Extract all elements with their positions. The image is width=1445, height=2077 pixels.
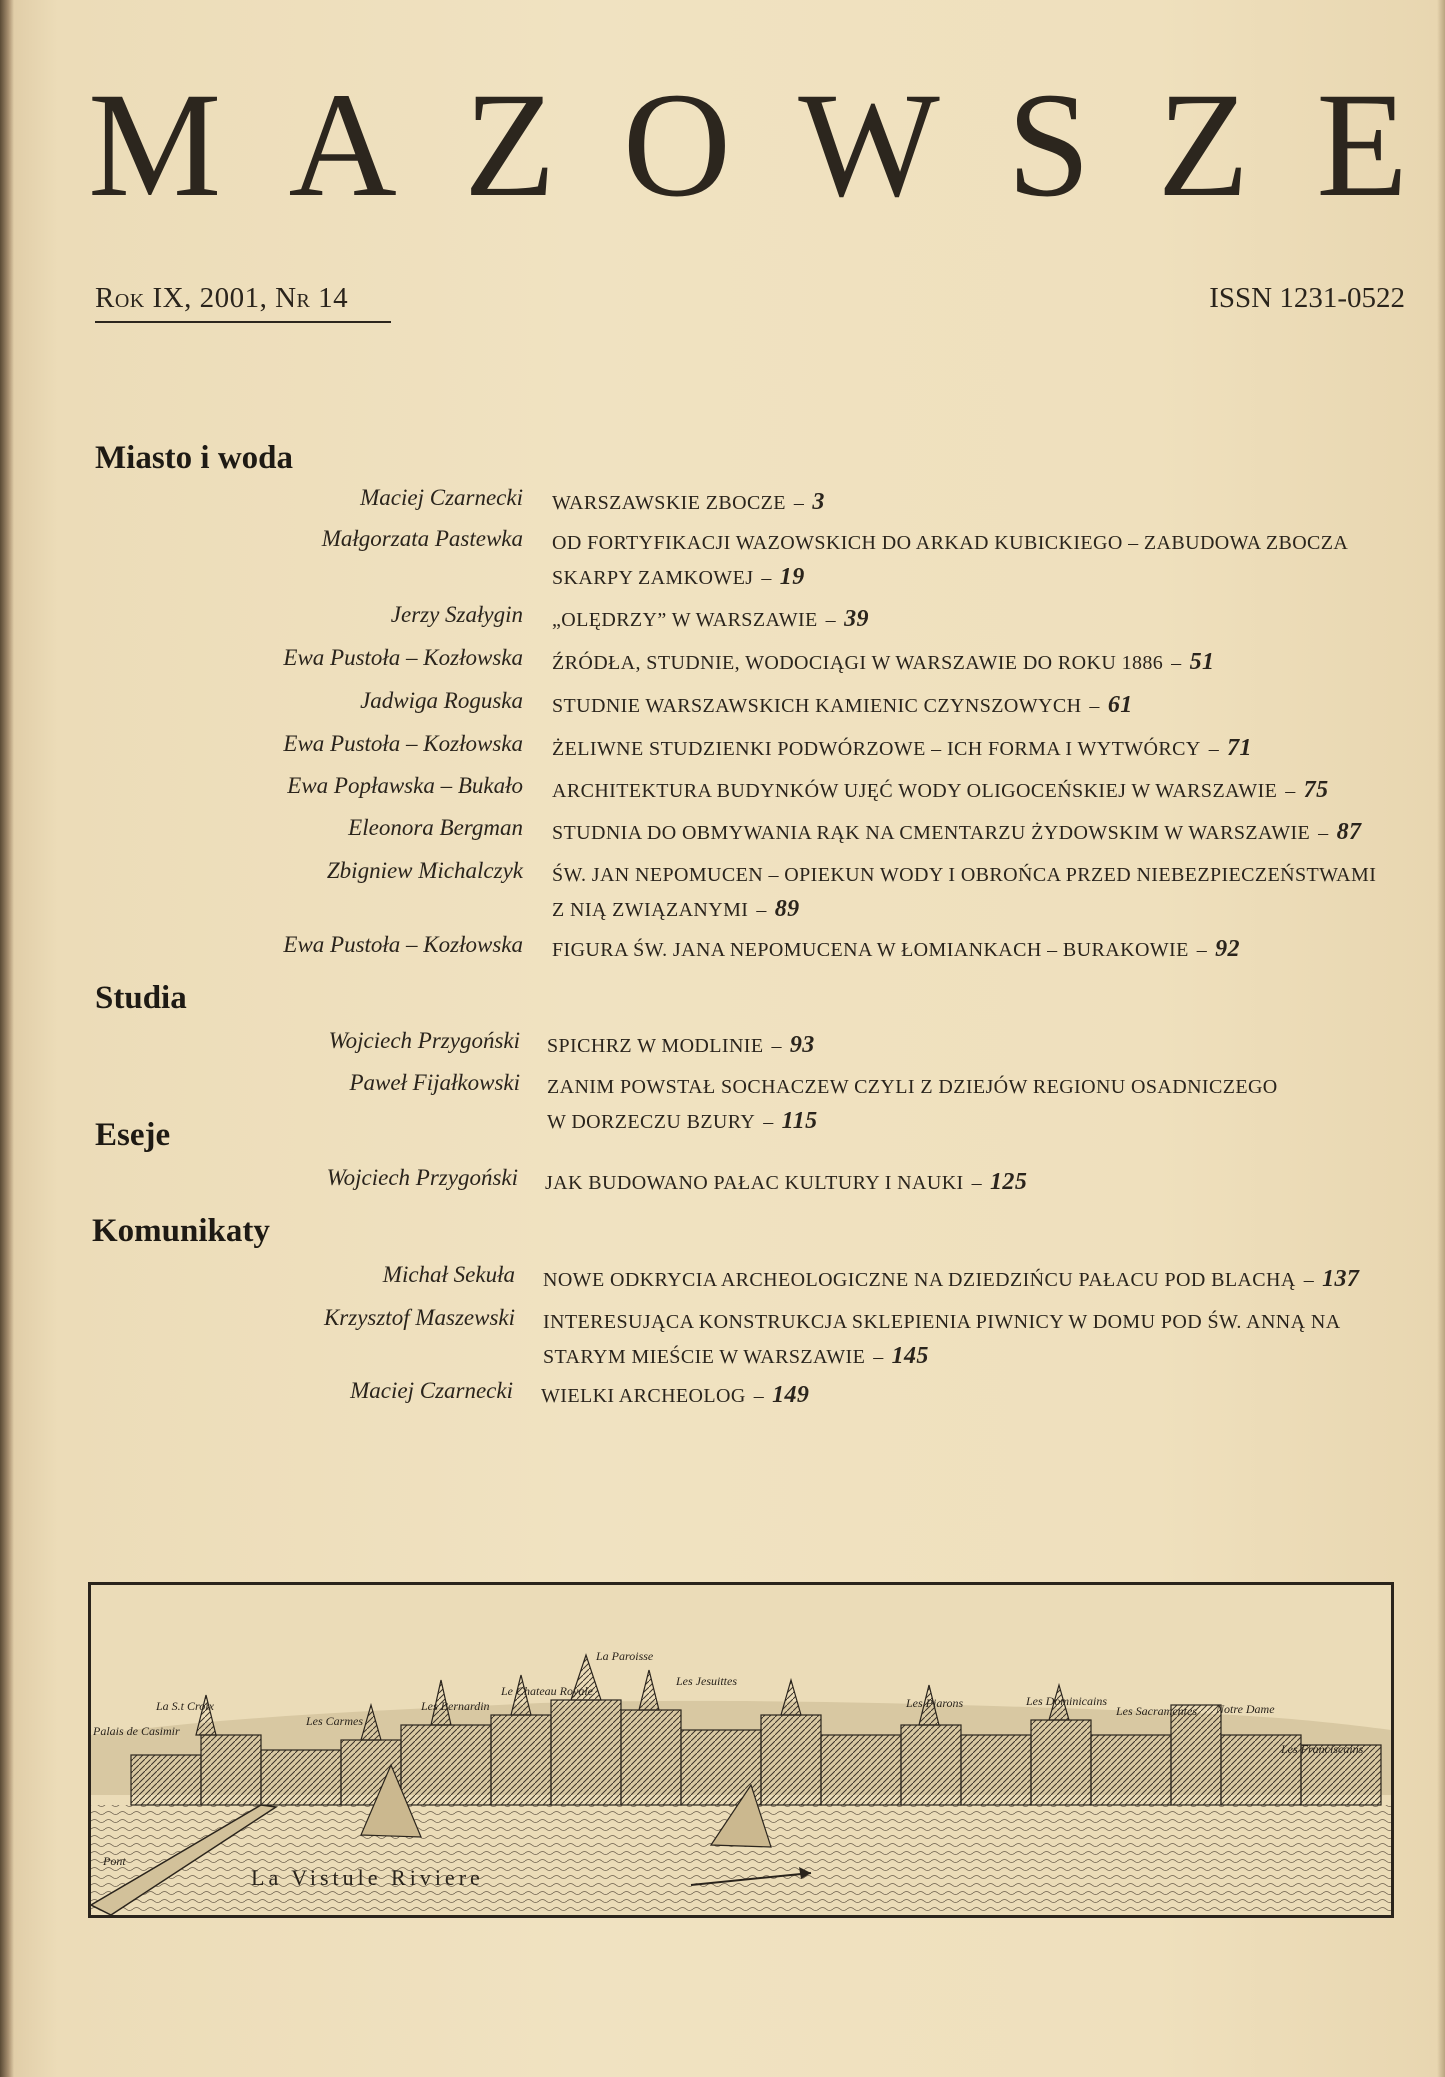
entry-title-text: STUDNIE WARSZAWSKICH KAMIENIC CZYNSZOWYCH <box>552 695 1082 717</box>
issue-info: Rok IX, 2001, Nr 14 <box>95 282 391 323</box>
entry-title: WARSZAWSKIE ZBOCZE – 3 <box>552 489 825 515</box>
entry-title: OD FORTYFIKACJI WAZOWSKICH DO ARKAD KUBICKIEGO – ZABUDOWA ZBOCZA SKARPY ZAMKOWEJ – 19 <box>552 532 1348 590</box>
entry-title-text: ŚW. JAN NEPOMUCEN – OPIEKUN WODY I OBROŃCA PRZED NIEBEZPIECZEŃSTWAMI Z NIĄ ZWIĄZANYMI <box>552 864 1377 921</box>
issn: ISSN 1231-0522 <box>1209 282 1405 314</box>
engraving-label: Les Piarons <box>906 1696 964 1710</box>
title-letter: W <box>798 62 940 228</box>
entry-page: 61 <box>1107 692 1133 718</box>
entry-page: 39 <box>844 606 869 632</box>
engraving-label: Les Jesuittes <box>676 1674 737 1688</box>
entry-page: 87 <box>1336 819 1362 845</box>
page-edge <box>1437 0 1445 2077</box>
entry-page: 51 <box>1189 649 1215 675</box>
entry-author: Krzysztof Maszewski <box>323 1305 515 1330</box>
entry-page: 149 <box>772 1382 810 1408</box>
entry-author: Ewa Pustoła – Kozłowska <box>283 731 523 756</box>
entry-title-text: STUDNIA DO OBMYWANIA RĄK NA CMENTARZU ŻYDOWSKIM W WARSZAWIE <box>552 822 1311 844</box>
warsaw-panorama-engraving <box>88 1582 1394 1918</box>
entry-title: STUDNIA DO OBMYWANIA RĄK NA CMENTARZU ŻYDOWSKIM W WARSZAWIE – 87 <box>552 819 1362 845</box>
entry-page: 93 <box>789 1032 815 1058</box>
engraving-label: Palais de Casimir <box>93 1724 180 1738</box>
entry-title: „OLĘDRZY” W WARSZAWIE – 39 <box>552 606 869 632</box>
title-letter: E <box>1316 62 1408 228</box>
entry-title: FIGURA ŚW. JANA NEPOMUCENA W ŁOMIANKACH – BURAKOWIE – 92 <box>552 936 1240 962</box>
title-letter: A <box>288 62 397 228</box>
section-heading: Eseje <box>95 1117 171 1153</box>
entry-title-text: NOWE ODKRYCIA ARCHEOLOGICZNE NA DZIEDZIŃCU PAŁACU POD BLACHĄ <box>543 1269 1296 1291</box>
entry-page: 19 <box>779 564 805 590</box>
entry-title-text: WARSZAWSKIE ZBOCZE <box>552 492 786 514</box>
entry-title-text: „OLĘDRZY” W WARSZAWIE <box>552 609 818 631</box>
entry-author: Paweł Fijałkowski <box>349 1070 520 1095</box>
entry-title-text: SPICHRZ W MODLINIE <box>547 1035 764 1057</box>
panorama-illustration <box>91 1585 1391 1915</box>
entry-page: 137 <box>1322 1266 1360 1292</box>
entry-title-text: WIELKI ARCHEOLOG <box>541 1385 746 1407</box>
entry-author: Maciej Czarnecki <box>360 485 523 510</box>
entry-page: 71 <box>1227 735 1252 761</box>
title-letter: S <box>1006 62 1091 228</box>
entry-title-text: OD FORTYFIKACJI WAZOWSKICH DO ARKAD KUBICKIEGO – ZABUDOWA ZBOCZA SKARPY ZAMKOWEJ <box>552 532 1348 589</box>
entry-title-text: FIGURA ŚW. JANA NEPOMUCENA W ŁOMIANKACH – BURAKOWIE <box>552 939 1189 961</box>
entry-author: Ewa Popławska – Bukało <box>287 773 523 798</box>
engraving-label: Pont <box>103 1854 126 1868</box>
engraving-label: Les Bernardin <box>421 1699 490 1713</box>
engraving-label: Les Dominicains <box>1026 1694 1107 1708</box>
entry-title-text: INTERESUJĄCA KONSTRUKCJA SKLEPIENIA PIWNICY W DOMU POD ŚW. ANNĄ NA STARYM MIEŚCIE W WARSZAWIE <box>543 1311 1340 1368</box>
entry-author: Zbigniew Michalczyk <box>326 858 523 883</box>
entry-title-text: ZANIM POWSTAŁ SOCHACZEW CZYLI Z DZIEJÓW REGIONU OSADNICZEGO W DORZECZU BZURY <box>547 1076 1278 1133</box>
entry-author: Maciej Czarnecki <box>350 1378 513 1403</box>
entry-title-text: ŻELIWNE STUDZIENKI PODWÓRZOWE – ICH FORMA I WYTWÓRCY <box>552 738 1201 760</box>
title-letter: Z <box>1157 62 1250 228</box>
journal-title <box>88 62 1408 228</box>
entry-title: ŹRÓDŁA, STUDNIE, WODOCIĄGI W WARSZAWIE DO ROKU 1886 – 51 <box>552 649 1215 675</box>
entry-page: 89 <box>774 896 800 922</box>
entry-page: 145 <box>891 1343 929 1369</box>
entry-author: Małgorzata Pastewka <box>321 526 523 551</box>
entry-page: 115 <box>781 1108 818 1134</box>
entry-author: Jerzy Szałygin <box>390 602 523 627</box>
engraving-label: La S.t Croix <box>156 1699 214 1713</box>
entry-title: NOWE ODKRYCIA ARCHEOLOGICZNE NA DZIEDZIŃCU PAŁACU POD BLACHĄ – 137 <box>543 1266 1360 1292</box>
entry-title: SPICHRZ W MODLINIE – 93 <box>547 1032 815 1058</box>
entry-title: STUDNIE WARSZAWSKICH KAMIENIC CZYNSZOWYCH – 61 <box>552 692 1133 718</box>
entry-title: WIELKI ARCHEOLOG – 149 <box>541 1382 810 1408</box>
entry-title: INTERESUJĄCA KONSTRUKCJA SKLEPIENIA PIWNICY W DOMU POD ŚW. ANNĄ NA STARYM MIEŚCIE W WARSZAWIE – 145 <box>543 1311 1340 1369</box>
page-spine-shadow <box>0 0 14 2077</box>
engraving-label: Les Sacramentes <box>1116 1704 1197 1718</box>
entry-title-text: JAK BUDOWANO PAŁAC KULTURY I NAUKI <box>545 1172 964 1194</box>
entry-author: Ewa Pustoła – Kozłowska <box>283 932 523 957</box>
entry-author: Jadwiga Roguska <box>360 688 523 713</box>
entry-author: Wojciech Przygoński <box>328 1028 520 1053</box>
section-heading: Komunikaty <box>92 1213 270 1249</box>
entry-page: 92 <box>1215 936 1240 962</box>
entry-title: ZANIM POWSTAŁ SOCHACZEW CZYLI Z DZIEJÓW REGIONU OSADNICZEGO W DORZECZU BZURY – 115 <box>547 1076 1278 1134</box>
engraving-label: Les Franciscains <box>1281 1742 1364 1756</box>
entry-page: 3 <box>812 489 825 515</box>
entry-page: 125 <box>990 1169 1028 1195</box>
title-letter: Z <box>463 62 556 228</box>
entry-author: Ewa Pustoła – Kozłowska <box>283 645 523 670</box>
entry-title-text: ŹRÓDŁA, STUDNIE, WODOCIĄGI W WARSZAWIE DO ROKU 1886 <box>552 652 1164 674</box>
engraving-label: Les Carmes <box>306 1714 364 1728</box>
entry-title: ŻELIWNE STUDZIENKI PODWÓRZOWE – ICH FORMA I WYTWÓRCY – 71 <box>552 735 1252 761</box>
engraving-label: La Paroisse <box>596 1649 654 1663</box>
entry-title: ARCHITEKTURA BUDYNKÓW UJĘĆ WODY OLIGOCEŃSKIEJ W WARSZAWIE – 75 <box>552 777 1329 803</box>
entry-page: 75 <box>1303 777 1329 803</box>
section-heading: Studia <box>95 980 187 1016</box>
section-heading: Miasto i woda <box>95 440 293 476</box>
engraving-label: Notre Dame <box>1216 1702 1275 1716</box>
entry-title-text: ARCHITEKTURA BUDYNKÓW UJĘĆ WODY OLIGOCEŃSKIEJ W WARSZAWIE <box>552 780 1278 802</box>
entry-author: Michał Sekuła <box>382 1262 515 1287</box>
entry-author: Wojciech Przygoński <box>326 1165 518 1190</box>
title-letter: M <box>88 62 222 228</box>
entry-title: JAK BUDOWANO PAŁAC KULTURY I NAUKI – 125 <box>545 1169 1028 1195</box>
entry-title: ŚW. JAN NEPOMUCEN – OPIEKUN WODY I OBROŃCA PRZED NIEBEZPIECZEŃSTWAMI Z NIĄ ZWIĄZANYMI – 89 <box>552 864 1377 922</box>
entry-author: Eleonora Bergman <box>348 815 523 840</box>
engraving-label: Le Chateau Royale <box>501 1684 593 1698</box>
title-letter: O <box>622 62 732 228</box>
engraving-caption: La Vistule Riviere <box>251 1865 484 1890</box>
